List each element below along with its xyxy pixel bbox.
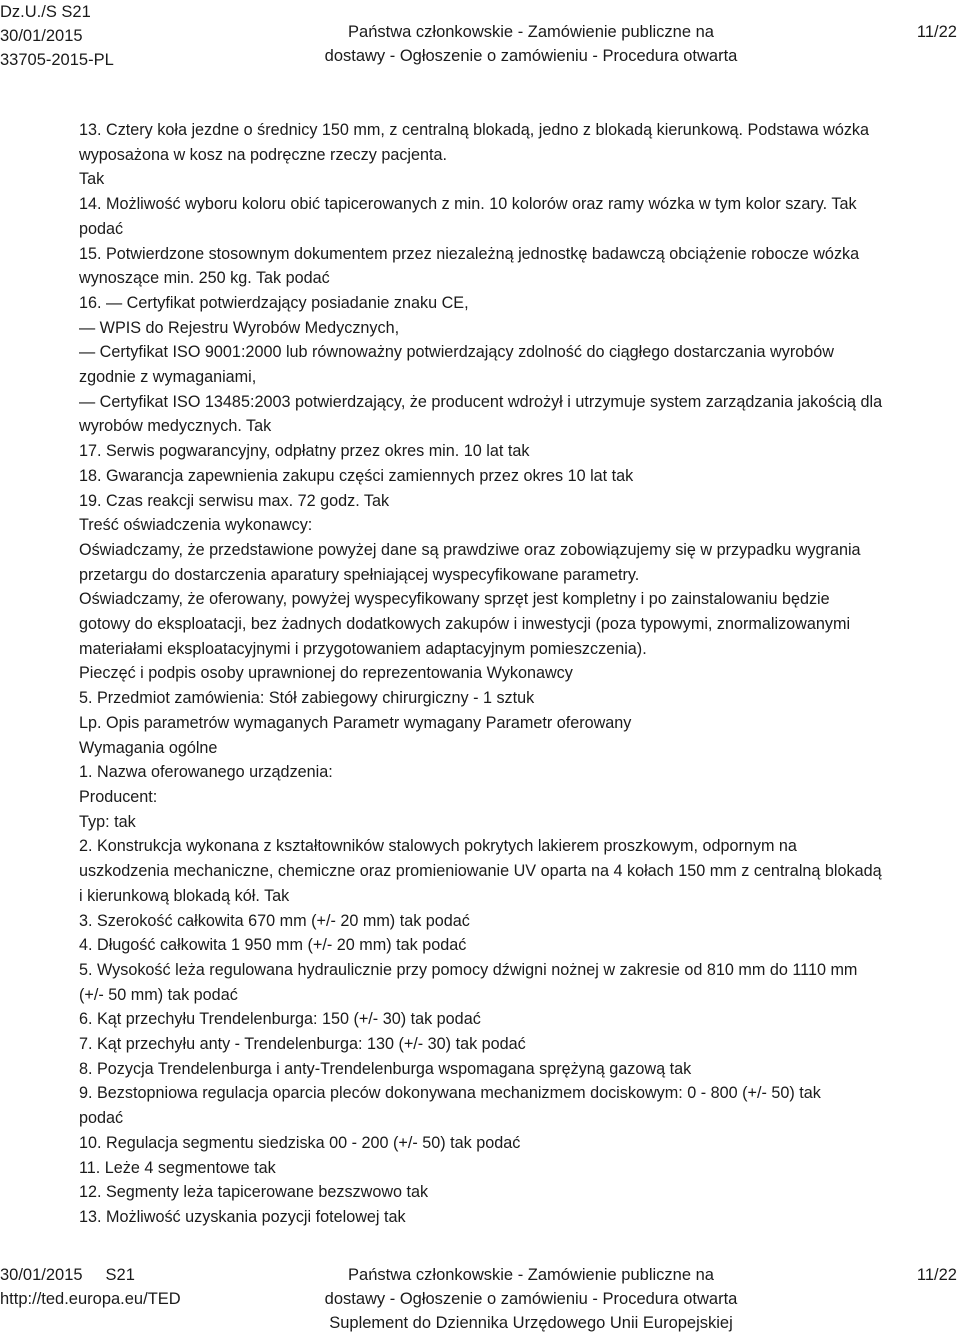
footer-date: 30/01/2015 bbox=[0, 1266, 83, 1284]
body-line: Producent: bbox=[79, 787, 158, 806]
body-line: Typ: tak bbox=[79, 812, 136, 831]
header-journal: Dz.U./S S21 bbox=[0, 3, 91, 21]
body-line: 9. Bezstopniowa regulacja oparcia pleców dokonywana mechanizmem dociskowym: 0 - 800 (+/- 50) tak bbox=[79, 1084, 821, 1103]
body-line: zgodnie z wymaganiami, bbox=[79, 368, 257, 387]
header-notice-id: 33705-2015-PL bbox=[0, 51, 114, 69]
body-line: Treść oświadczenia wykonawcy: bbox=[79, 516, 313, 535]
body-line: uszkodzenia mechaniczne, chemiczne oraz promieniowanie UV oparta na 4 kołach 150 mm z centralną blokadą bbox=[79, 862, 882, 881]
body-line: 16. — Certyfikat potwierdzający posiadanie znaku CE, bbox=[79, 293, 469, 312]
body-line: wynoszące min. 250 kg. Tak podać bbox=[79, 269, 330, 288]
body-line: 13. Cztery koła jezdne o średnicy 150 mm, z centralną blokadą, jedno z blokadą kierunkową. Podstawa wózka bbox=[79, 121, 870, 139]
header-title-line2: dostawy - Ogłoszenie o zamówieniu - Procedura otwarta bbox=[324, 47, 738, 65]
body-line: 4. Długość całkowita 1 950 mm (+/- 20 mm) tak podać bbox=[79, 936, 467, 955]
body-line: 14. Możliwość wyboru koloru obić tapicerowanych z min. 10 kolorów oraz ramy wózka w tym kolor szary. Tak bbox=[79, 195, 857, 214]
header-title bbox=[0, 20, 960, 68]
body-line: 5. Wysokość leża regulowana hydraulicznie przy pomocy dźwigni nożnej w zakresie od 810 mm do 1110 mm bbox=[79, 960, 858, 979]
body-line: 19. Czas reakcji serwisu max. 72 godz. Tak bbox=[79, 491, 390, 510]
footer-url[interactable]: http://ted.europa.eu/TED bbox=[0, 1290, 181, 1308]
header-date: 30/01/2015 bbox=[0, 27, 83, 45]
body-line: materiałami eksploatacyjnymi i przygotowaniem adaptacyjnym pomieszczenia). bbox=[79, 639, 647, 658]
body-line: wyposażona w kosz na podręczne rzeczy pacjenta. bbox=[79, 145, 448, 164]
body-line: wyrobów medycznych. Tak bbox=[79, 417, 272, 436]
footer-title-line1: Państwa członkowskie - Zamówienie publiczne na bbox=[348, 1266, 714, 1284]
body-line: 6. Kąt przechyłu Trendelenburga: 150 (+/- 30) tak podać bbox=[79, 1010, 481, 1029]
body-line: 3. Szerokość całkowita 670 mm (+/- 20 mm) tak podać bbox=[79, 911, 470, 930]
body-line: Pieczęć i podpis osoby uprawnionej do reprezentowania Wykonawcy bbox=[79, 664, 573, 683]
header-page-number: 11/22 bbox=[916, 23, 957, 41]
body-line: Tak bbox=[79, 170, 105, 189]
body-line: 18. Gwarancja zapewnienia zakupu części zamiennych przez okres 10 lat tak bbox=[79, 466, 634, 485]
body-line: 13. Możliwość uzyskania pozycji fotelowej tak bbox=[79, 1207, 406, 1226]
body-line: 5. Przedmiot zamówienia: Stół zabiegowy chirurgiczny - 1 sztuk bbox=[79, 689, 535, 708]
body-line: 2. Konstrukcja wykonana z kształtowników stalowych pokrytych lakierem proszkowym, odpornym na bbox=[79, 837, 797, 856]
document-body bbox=[79, 118, 959, 1230]
body-line: — Certyfikat ISO 9001:2000 lub równoważny potwierdzający zdolność do ciągłego dostarczania wyrobów bbox=[79, 343, 834, 362]
body-line: gotowy do eksploatacji, bez żadnych dodatkowych zakupów i inwestycji (poza typowymi, znormalizowanymi bbox=[79, 615, 851, 634]
body-line: 17. Serwis pogwarancyjny, odpłatny przez okres min. 10 lat tak bbox=[79, 442, 530, 461]
body-line: 11. Leże 4 segmentowe tak bbox=[79, 1158, 276, 1177]
body-line: (+/- 50 mm) tak podać bbox=[79, 985, 238, 1004]
body-line: 10. Regulacja segmentu siedziska 00 - 200 (+/- 50) tak podać bbox=[79, 1133, 521, 1152]
footer-title-line2: dostawy - Ogłoszenie o zamówieniu - Procedura otwarta bbox=[324, 1290, 738, 1308]
body-line: 12. Segmenty leża tapicerowane bezszwowo tak bbox=[79, 1183, 429, 1202]
body-line: przetargu do dostarczenia aparatury spełniającej wyspecyfikowane parametry. bbox=[79, 565, 640, 584]
footer-series: S21 bbox=[105, 1266, 135, 1284]
body-line: 1. Nazwa oferowanego urządzenia: bbox=[79, 763, 333, 782]
body-line: — WPIS do Rejestru Wyrobów Medycznych, bbox=[79, 318, 400, 337]
footer-title-line3: Suplement do Dziennika Urzędowego Unii Europejskiej bbox=[329, 1314, 733, 1332]
body-line: i kierunkową blokadą kół. Tak bbox=[79, 886, 290, 905]
body-line: podać bbox=[79, 1109, 124, 1128]
body-line: 15. Potwierdzone stosownym dokumentem przez niezależną jednostkę badawczą obciążenie robocze wózka bbox=[79, 244, 860, 263]
header-title-line1: Państwa członkowskie - Zamówienie publiczne na bbox=[348, 23, 714, 41]
footer-title bbox=[0, 1263, 960, 1335]
footer-page-number: 11/22 bbox=[916, 1266, 957, 1284]
body-line: 7. Kąt przechyłu anty - Trendelenburga: 130 (+/- 30) tak podać bbox=[79, 1035, 526, 1054]
body-line: Oświadczamy, że oferowany, powyżej wyspecyfikowany sprzęt jest kompletny i po zainstalowaniu będzie bbox=[79, 590, 830, 609]
body-line: — Certyfikat ISO 13485:2003 potwierdzający, że producent wdrożył i utrzymuje system zarządzania jakością dla bbox=[79, 392, 883, 411]
body-line: Lp. Opis parametrów wymaganych Parametr wymagany Parametr oferowany bbox=[79, 713, 632, 732]
body-line: Wymagania ogólne bbox=[79, 738, 218, 757]
body-line: Oświadczamy, że przedstawione powyżej dane są prawdziwe oraz zobowiązujemy się w przypadku wygrania bbox=[79, 540, 861, 559]
body-line: 8. Pozycja Trendelenburga i anty-Trendelenburga wspomagana sprężyną gazową tak bbox=[79, 1059, 692, 1078]
body-line: podać bbox=[79, 219, 124, 238]
